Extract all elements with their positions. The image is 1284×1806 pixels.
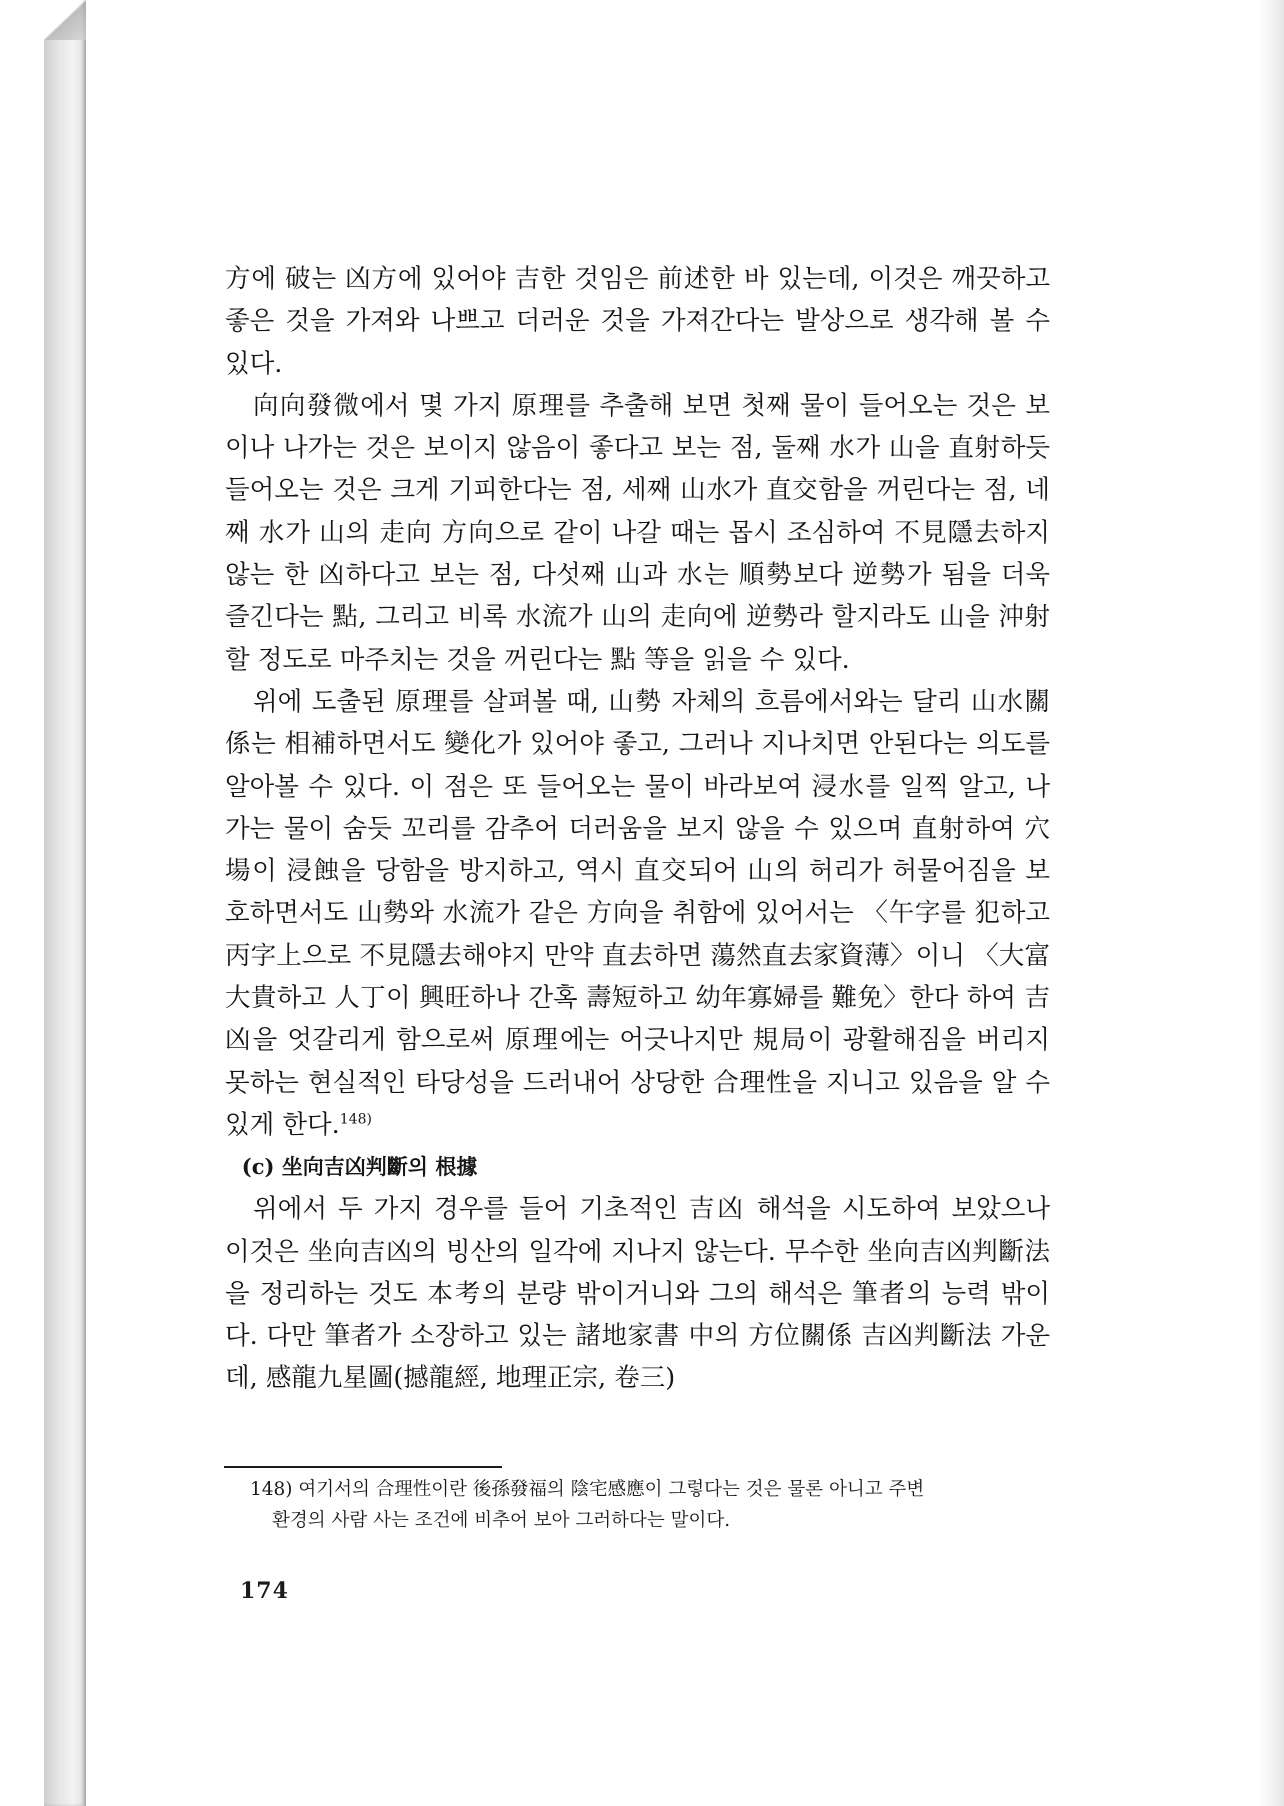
- book-spine-corner: [44, 0, 86, 40]
- footnote-reference-148: 148): [339, 1111, 372, 1128]
- paragraph-2: 向向發微에서 몇 가지 原理를 추출해 보면 첫째 물이 들어오는 것은 보이나 나가는 것은 보이지 않음이 좋다고 보는 점, 둘째 水가 山을 直射하듯 들어오는 것은 크게 기피한다는 점, 세째 山水가 直交함을 꺼린다는 점, 네째 水가 山의 走向 方向으로 같이 나갈 때는 몹시 조심하여 不見隱去하지 않는 한 凶하다고 보는 점, 다섯째 山과 水는 順勢보다 逆勢가 됨을 더욱 즐긴다는 點, 그리고 비록 水流가 山의 走向에 逆勢라 할지라도 山을 沖射할 정도로 마주치는 것을 꺼린다는 點 等을 읽을 수 있다.: [225, 390, 1050, 675]
- section-heading: (c) 坐向吉凶判斷의 根據: [241, 1154, 478, 1180]
- footnote-line-2: 환경의 사람 사는 조건에 비추어 보아 그러하다는 말이다.: [272, 1510, 731, 1531]
- page-number: 174: [240, 1578, 289, 1604]
- footnote-divider: [224, 1466, 502, 1468]
- paragraph-4: 위에서 두 가지 경우를 들어 기초적인 吉凶 해석을 시도하여 보았으나 이것은 坐向吉凶의 빙산의 일각에 지나지 않는다. 무수한 坐向吉凶判斷法을 정리하는 것도 本考의 분량 밖이거니와 그의 해석은 筆者의 능력 밖이다. 다만 筆者가 소장하고 있는 諸地家書 中의 方位關係 吉凶判斷法 가운데, 感龍九星圖(撼龍經, 地理正宗, 卷三): [225, 1194, 1050, 1394]
- page-right-edge: [1258, 0, 1284, 1806]
- paragraph-3-text: 위에 도출된 原理를 살펴볼 때, 山勢 자체의 흐름에서와는 달리 山水關係는 相補하면서도 變化가 있어야 좋고, 그러나 지나치면 안된다는 의도를 알아볼 수 있다. 이 점은 또 들어오는 물이 바라보여 浸水를 일찍 알고, 나가는 물이 숨듯 꼬리를 감추어 더러움을 보지 않을 수 있으며 直射하여 穴場이 浸蝕을 당함을 방지하고, 역시 直交되어 山의 허리가 허물어짐을 보호하면서도 山勢와 水流가 같은 方向을 취함에 있어서는 〈午字를 犯하고 丙字上으로 不見隱去해야지 만약 直去하면 蕩然直去家資薄〉이니 〈大富大貴하고 人丁이 興旺하나 간혹 壽短하고 幼年寡婦를 難免〉한다 하여 吉凶을 엇갈리게 함으로써 原理에는 어긋나지만 規局이 광활해짐을 버리지 못하는 현실적인 타당성을 드러내어 상당한 合理性을 지니고 있음을 알 수 있게 한다.: [225, 686, 1050, 1140]
- paragraph-3: [225, 681, 1050, 1146]
- footnote-line-1-text: 여기서의 合理性이란 後孫發福의 陰宅感應이 그렇다는 것은 물론 아니고 주변: [298, 1479, 925, 1500]
- paragraph-1: 方에 破는 凶方에 있어야 吉한 것임은 前述한 바 있는데, 이것은 깨끗하고 좋은 것을 가져와 나쁘고 더러운 것을 가져간다는 발상으로 생각해 볼 수 있다.: [225, 264, 1050, 379]
- footnote-148: [250, 1474, 1050, 1536]
- footnote-marker: 148): [250, 1479, 293, 1500]
- book-spine-edge: [44, 0, 86, 1806]
- footnote-line-1: [250, 1474, 1050, 1505]
- page-body-text: [225, 258, 1050, 1400]
